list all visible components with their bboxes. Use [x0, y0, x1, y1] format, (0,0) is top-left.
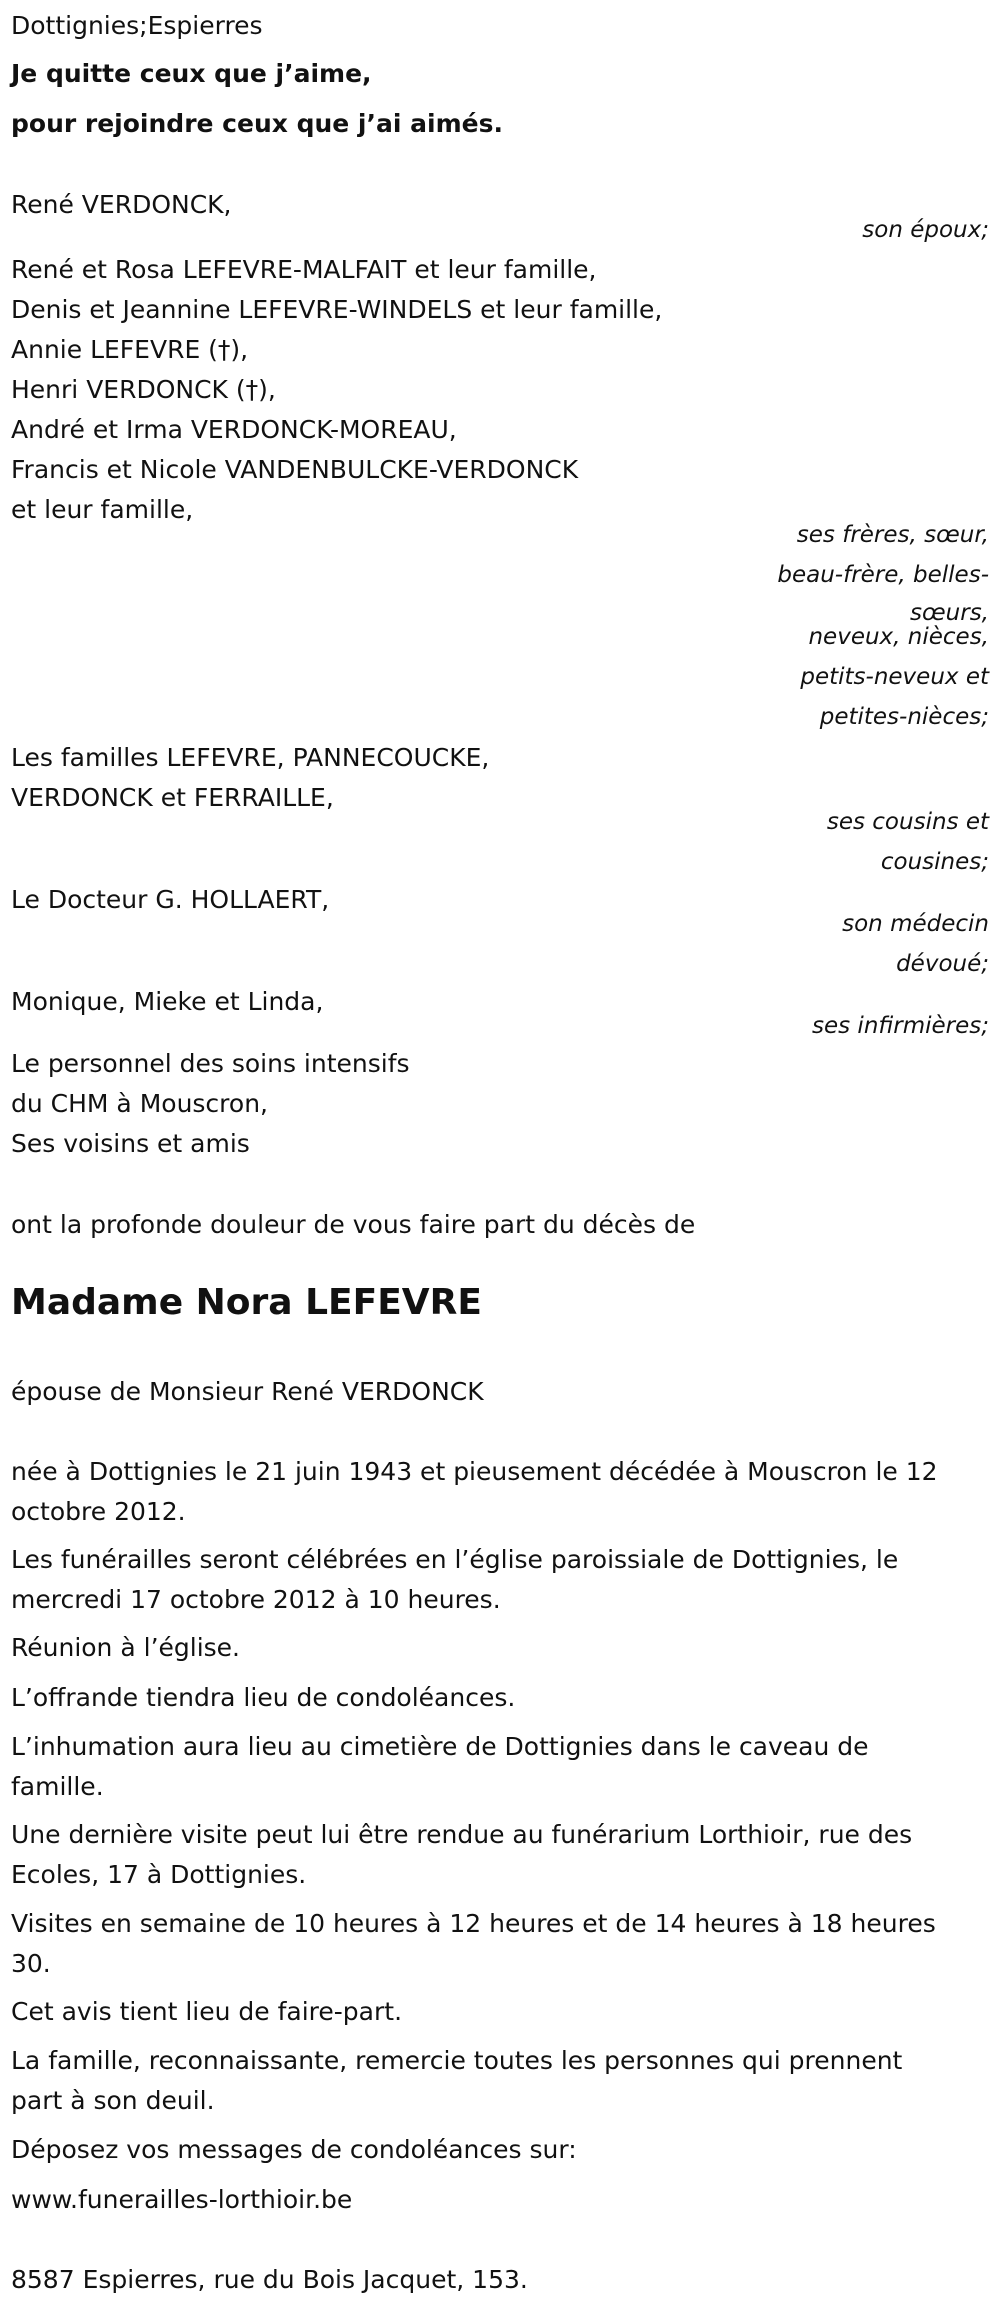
family-line: Henri VERDONCK (†),: [11, 375, 276, 404]
quote-line-2: pour rejoindre ceux que j’ai aimés.: [11, 109, 503, 138]
family-role-line: beau-frère, belles-: [777, 562, 989, 588]
spouse-role: son époux;: [862, 217, 989, 243]
family-role-line: petites-nièces;: [819, 704, 989, 730]
family-line: Annie LEFEVRE (†),: [11, 335, 249, 364]
detail-paragraph: Réunion à l’église.: [11, 1633, 241, 1662]
address-text: 8587 Espierres, rue du Bois Jacquet, 153.: [11, 2265, 528, 2294]
families-role-line: ses cousins et: [826, 809, 989, 835]
location-header: Dottignies;Espierres: [11, 11, 263, 40]
family-role-line: petits-neveux et: [800, 664, 989, 690]
condolences-website: www.funerailles-lorthioir.be: [11, 2185, 353, 2214]
spouse-of-text: épouse de Monsieur René VERDONCK: [11, 1377, 484, 1406]
spouse-name: René VERDONCK,: [11, 190, 232, 219]
detail-paragraph: Cet avis tient lieu de faire-part.: [11, 1997, 403, 2026]
detail-paragraph: Visites en semaine de 10 heures à 12 heures et de 14 heures à 18 heures 30.: [11, 1909, 936, 1978]
family-line: et leur famille,: [11, 495, 194, 524]
detail-paragraph: Déposez vos messages de condoléances sur:: [11, 2135, 577, 2164]
staff-line: du CHM à Mouscron,: [11, 1089, 268, 1118]
family-role-line: sœurs,: [910, 600, 989, 626]
detail-paragraph: née à Dottignies le 21 juin 1943 et pieusement décédée à Mouscron le 12 octobre 2012.: [11, 1457, 938, 1526]
quote-line-1: Je quitte ceux que j’aime,: [11, 59, 372, 88]
family-line: André et Irma VERDONCK-MOREAU,: [11, 415, 457, 444]
families-role-line: cousines;: [880, 849, 989, 875]
family-role-line: ses frères, sœur,: [796, 522, 989, 548]
family-role-line: neveux, nièces,: [808, 624, 989, 650]
doctor-role-line: son médecin: [842, 911, 989, 937]
detail-paragraph: L’offrande tiendra lieu de condoléances.: [11, 1683, 516, 1712]
staff-line: Ses voisins et amis: [11, 1129, 250, 1158]
doctor-role-line: dévoué;: [896, 951, 989, 977]
doctor-name: Le Docteur G. HOLLAERT,: [11, 885, 330, 914]
deceased-name: Madame Nora LEFEVRE: [11, 1282, 482, 1323]
nurses-names: Monique, Mieke et Linda,: [11, 987, 324, 1016]
staff-line: Le personnel des soins intensifs: [11, 1049, 410, 1078]
detail-paragraph: La famille, reconnaissante, remercie toutes les personnes qui prennent part à son deuil.: [11, 2046, 903, 2115]
nurses-role: ses infirmières;: [812, 1013, 989, 1039]
detail-paragraph: Les funérailles seront célébrées en l’église paroissiale de Dottignies, le mercredi 17 octobre 2012 à 10 heures.: [11, 1545, 899, 1614]
family-line: René et Rosa LEFEVRE-MALFAIT et leur famille,: [11, 255, 597, 284]
detail-paragraph: Une dernière visite peut lui être rendue au funérarium Lorthioir, rue des Ecoles, 17 à Dottignies.: [11, 1820, 913, 1889]
announcement-text: ont la profonde douleur de vous faire part du décès de: [11, 1210, 696, 1239]
family-line: Denis et Jeannine LEFEVRE-WINDELS et leur famille,: [11, 295, 663, 324]
families-line: VERDONCK et FERRAILLE,: [11, 783, 334, 812]
family-line: Francis et Nicole VANDENBULCKE-VERDONCK: [11, 455, 579, 484]
detail-paragraph: L’inhumation aura lieu au cimetière de Dottignies dans le caveau de famille.: [11, 1732, 869, 1801]
families-line: Les familles LEFEVRE, PANNECOUCKE,: [11, 743, 490, 772]
